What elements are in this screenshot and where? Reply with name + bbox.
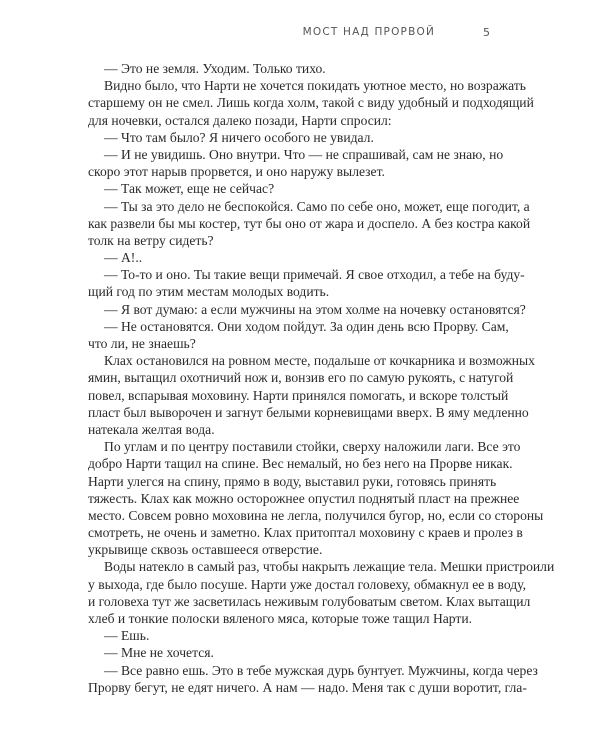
paragraph <box>88 77 534 129</box>
paragraph <box>88 318 509 352</box>
text-line: Клах остановился на ровном месте, подальше от кочкарника и возможных <box>104 353 535 369</box>
text-line: как развели бы мы костер, тут бы оно от жара и доспело. А без костра какой <box>88 215 531 231</box>
paragraph <box>88 438 544 558</box>
text-line: ямин, вытащил охотничий нож и, вонзив его по самую рукоять, с натугой <box>88 370 514 386</box>
paragraph <box>88 198 531 250</box>
text-line: толк на ветру сидеть? <box>88 232 214 248</box>
text-line: — Ты за это дело не беспокойся. Само по себе оно, может, еще погодит, а <box>104 198 530 214</box>
text-line: — И не увидишь. Оно внутри. Что — не спрашивай, сам не знаю, но <box>104 146 504 162</box>
paragraph <box>88 558 555 627</box>
text-line: — Мне не хочется. <box>104 645 214 661</box>
paragraph <box>88 266 525 300</box>
text-line: По углам и по центру поставили стойки, сверху наложили лаги. Все это <box>104 439 521 455</box>
text-line: добро Нарти тащил на спине. Вес немалый, но без него на Прорве никак. <box>88 456 513 472</box>
text-line: у выхода, где было посуше. Нарти уже достал головеху, обмакнул ее в воду, <box>88 576 526 592</box>
text-line: Воды натекло в самый раз, чтобы накрыть лежащие тела. Мешки пристроили <box>104 559 555 575</box>
paragraph <box>88 180 490 197</box>
paragraph <box>88 146 504 180</box>
text-line: — А!.. <box>104 250 143 266</box>
paragraph <box>88 301 526 318</box>
paragraph <box>88 352 535 438</box>
text-line: — То-то и оно. Ты такие вещи примечай. Я свое отходил, а тебе на буду- <box>104 267 525 283</box>
text-line: щий год по этим местам молодых водить. <box>88 284 330 300</box>
running-title: МОСТ НАД ПРОРВОЙ <box>302 26 435 38</box>
page-number: 5 <box>483 26 490 39</box>
paragraph <box>88 60 490 77</box>
text-line: что ли, не знаешь? <box>88 336 196 351</box>
text-line: пласт был выворочен и загнут белыми корневищами вверх. В яму медленно <box>88 404 529 420</box>
text-line: — Что там было? Я ничего особого не увидал. <box>104 129 374 145</box>
text-line: старшему он не смел. Лишь когда холм, такой с виду удобный и подходящий <box>88 95 534 111</box>
text-line: натекала желтая вода. <box>88 421 215 437</box>
text-line: — Так может, еще не сейчас? <box>104 181 275 197</box>
text-line: Видно было, что Нарти не хочется покидать уютное место, но возражать <box>104 78 526 94</box>
text-line: смотреть, не очень и заметно. Клах притоптал моховину с краев и пролез в <box>88 525 523 541</box>
text-line: Нарти улегся на спину, прямо в воду, выставил руки, готовясь принять <box>88 473 497 489</box>
text-line: для ночевки, остался далеко позади, Нарти спросил: <box>88 112 392 128</box>
paragraph <box>88 644 490 661</box>
text-line: повел, вспарывая моховину. Нарти принялся помогать, и вскоре толстый <box>88 387 509 403</box>
text-line: — Я вот думаю: а если мужчины на этом холме на ночевку остановятся? <box>104 301 526 317</box>
text-line: — Все равно ешь. Это в тебе мужская дурь бунтует. Мужчины, когда через <box>104 662 538 678</box>
text-line: — Не остановятся. Они ходом пойдут. За один день всю Прорву. Сам, <box>104 318 509 334</box>
text-line: хлеб и тонкие полоски вяленого мяса, которые тоже тащил Нарти. <box>88 611 473 626</box>
paragraph <box>88 249 490 266</box>
paragraph <box>88 662 538 696</box>
text-line: и головеха тут же засветилась неживым голубоватым светом. Клах вытащил <box>88 593 531 609</box>
text-line: место. Совсем ровно моховина не легла, получился бугор, но, если со стороны <box>88 507 544 523</box>
text-line: — Ешь. <box>104 628 150 644</box>
text-line: укрывище сквозь оставшееся отверстие. <box>88 542 323 558</box>
text-line: Прорву бегут, не едят ничего. А нам — надо. Меня так с души воротит, гла- <box>88 679 527 695</box>
text-line: — Это не земля. Уходим. Только тихо. <box>104 61 326 76</box>
text-line: тяжесть. Клах как можно осторожнее опустил поднятый пласт на прежнее <box>88 490 520 506</box>
paragraph <box>88 627 490 644</box>
body-text <box>88 60 555 696</box>
running-header <box>0 26 490 42</box>
text-line: скоро этот нарыв прорвется, и оно наружу вылезет. <box>88 164 385 180</box>
paragraph <box>88 129 490 146</box>
